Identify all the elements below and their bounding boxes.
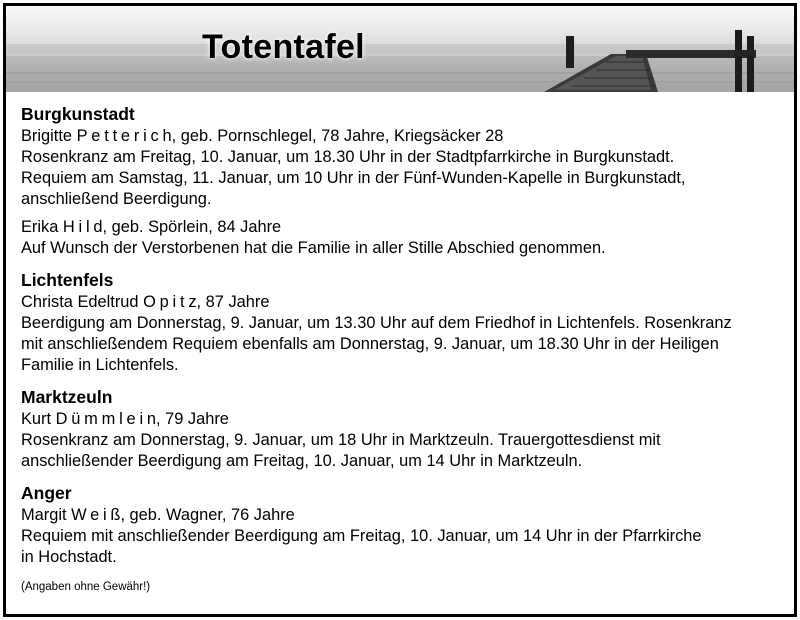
name-details: , geb. Pornschlegel, 78 Jahre, Kriegsäcker 28 [171, 127, 504, 145]
header-banner [6, 6, 794, 92]
town-heading: Burgkunstadt [21, 104, 135, 124]
obituary-notice [3, 3, 797, 617]
service-details-line: mit anschließendem Requiem ebenfalls am Donnerstag, 9. Januar, um 18.30 Uhr in der Heiligen [21, 335, 719, 353]
town-heading: Lichtenfels [21, 270, 114, 290]
deceased-name-line [21, 409, 781, 430]
town-section [21, 385, 781, 472]
obituary-entry [21, 409, 781, 472]
obituary-entry [21, 126, 781, 210]
service-details-line: anschließend Beerdigung. [21, 190, 212, 208]
obituary-entry [21, 292, 781, 376]
service-details-line: Requiem mit anschließender Beerdigung am Freitag, 10. Januar, um 14 Uhr in der Pfarrkirche [21, 527, 702, 545]
service-details-line: in Hochstadt. [21, 548, 117, 566]
surname: Petterich [76, 127, 176, 145]
given-name: Christa Edeltrud [21, 293, 144, 311]
service-details-line: Rosenkranz am Freitag, 10. Januar, um 18.30 Uhr in der Stadtpfarrkirche in Burgkunstadt. [21, 148, 675, 166]
town-section [21, 102, 781, 259]
name-details: , geb. Wagner, 76 Jahre [120, 506, 295, 524]
given-name: Margit [21, 506, 72, 524]
disclaimer-note: (Angaben ohne Gewähr!) [21, 581, 151, 593]
given-name: Kurt [21, 410, 56, 428]
given-name: Erika [21, 218, 63, 236]
jetty-lake-image [6, 6, 794, 92]
service-details-line: Requiem am Samstag, 11. Januar, um 10 Uhr in der Fünf-Wunden-Kapelle in Burgkunstadt, [21, 169, 686, 187]
town-section [21, 268, 781, 376]
notice-list [21, 102, 781, 577]
town-heading: Anger [21, 483, 72, 503]
service-details-line: Familie in Lichtenfels. [21, 356, 179, 374]
name-details: , 79 Jahre [156, 410, 229, 428]
name-details: , geb. Spörlein, 84 Jahre [102, 218, 282, 236]
deceased-name-line [21, 292, 781, 313]
name-details: , 87 Jahre [196, 293, 270, 311]
deceased-name-line [21, 126, 781, 147]
surname: Dümmlein [55, 410, 160, 428]
obituary-entry [21, 505, 781, 568]
town-section [21, 481, 781, 568]
town-heading: Marktzeuln [21, 387, 113, 407]
service-details-line: Auf Wunsch der Verstorbenen hat die Familie in aller Stille Abschied genommen. [21, 239, 606, 257]
given-name: Brigitte [21, 127, 77, 145]
service-details-line: anschließender Beerdigung am Freitag, 10. Januar, um 14 Uhr in Marktzeuln. [21, 452, 583, 470]
surname: Hild [62, 218, 107, 236]
surname: Weiß [71, 506, 125, 524]
service-details-line: Rosenkranz am Donnerstag, 9. Januar, um 18 Uhr in Marktzeuln. Trauergottesdienst mit [21, 431, 661, 449]
surname: Opitz [143, 293, 201, 311]
deceased-name-line [21, 217, 781, 238]
obituary-entry [21, 217, 781, 259]
page-title: Totentafel [202, 28, 365, 66]
deceased-name-line [21, 505, 781, 526]
service-details-line: Beerdigung am Donnerstag, 9. Januar, um 13.30 Uhr auf dem Friedhof in Lichtenfels. Rosenkranz [21, 314, 732, 332]
